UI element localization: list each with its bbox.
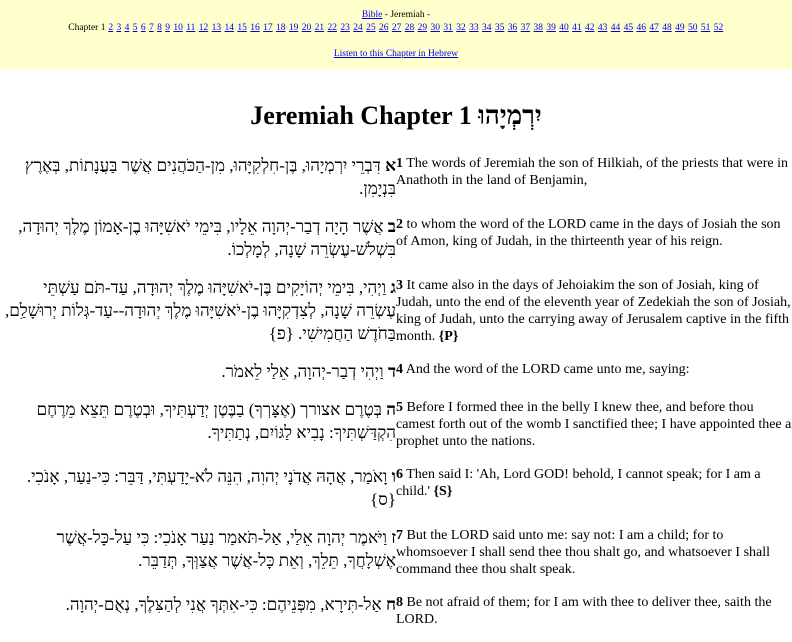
chapter-link[interactable]: 13 (211, 23, 222, 33)
chapter-link[interactable]: 9 (165, 23, 170, 33)
chapter-link[interactable]: 45 (623, 23, 634, 33)
chapter-link[interactable]: 16 (250, 23, 260, 33)
breadcrumb-trail: - (424, 10, 431, 20)
hebrew-verse-text: וַיְהִי, בִּימֵי יְהוֹיָקִים בֶּן-יֹאשִׁיָּהוּ מֶלֶךְ יְהוּדָה, עַד-תֹּם עַשְׁתֵּי עֶשְׂרֵה שָׁנָה, לְצִדְקִיָּהוּ בֶן-יֹאשִׁיָּהוּ מֶלֶךְ יְהוּדָה--עַד-גְּלוֹת יְרוּשָׁלִַם, בַּחֹדֶשׁ הַחֲמִישִׁי. {פ} (4, 278, 396, 343)
hebrew-verse-cell (0, 359, 396, 397)
verse-row (0, 359, 792, 397)
current-chapter-label: Chapter 1 (68, 23, 106, 33)
verse-number: 5 (396, 400, 403, 415)
chapter-link[interactable]: 49 (675, 23, 685, 33)
chapter-link[interactable]: 37 (520, 23, 531, 33)
english-verse-cell (396, 397, 792, 464)
hebrew-verse-text: וָאֹמַר, אֲהָהּ אֲדֹנָי יְהוִה, הִנֵּה לֹא-יָדַעְתִּי, דַּבֵּר: כִּי-נַעַר, אָנֹכִי. {ס} (26, 467, 396, 509)
hebrew-verse-text: בְּטֶרֶם אצורך (אֶצָּרְךָ) בַבֶּטֶן יְדַעְתִּיךָ, וּבְטֶרֶם תֵּצֵא מֵרֶחֶם הִקְדַּשְׁתִּיךָ: נָבִיא לַגּוֹיִם, נְתַתִּיךָ. (36, 400, 396, 442)
verse-number: 3 (396, 278, 403, 293)
hebrew-verse-letter: ז (391, 528, 396, 547)
chapter-link[interactable]: 14 (224, 23, 234, 33)
chapter-link[interactable]: 8 (157, 23, 162, 33)
verse-number: 1 (396, 156, 403, 171)
chapter-link[interactable]: 18 (275, 23, 286, 33)
chapter-link[interactable]: 35 (494, 23, 505, 33)
english-verse-text: Be not afraid of them; for I am with thee to deliver thee, saith the LORD. (396, 595, 772, 627)
chapter-link[interactable]: 51 (700, 23, 711, 33)
chapter-link[interactable]: 40 (559, 23, 569, 33)
hebrew-verse-cell (0, 464, 396, 525)
hebrew-verse-cell (0, 275, 396, 359)
chapter-link[interactable]: 6 (140, 23, 146, 33)
chapter-link[interactable]: 50 (687, 23, 698, 33)
english-verse-text: to whom the word of the LORD came in the days of Josiah the son of Amon, king of Judah, in the thirteenth year of his reign. (396, 217, 781, 249)
verse-row (0, 525, 792, 592)
verse-row (0, 592, 792, 642)
english-verse-cell (396, 275, 792, 359)
page-title-english: Jeremiah Chapter 1 (250, 101, 479, 130)
chapter-link[interactable]: 48 (662, 23, 672, 33)
hebrew-verse-letter: א (385, 156, 396, 175)
chapter-link[interactable]: 39 (546, 23, 556, 33)
hebrew-verse-text: וַיְהִי דְבַר-יְהוָה, אֵלַי לֵאמֹר. (221, 362, 388, 381)
verse-number: 8 (396, 595, 403, 610)
chapter-link[interactable]: 38 (533, 23, 543, 33)
hebrew-verse-letter: ו (391, 467, 396, 486)
english-verse-cell (396, 153, 792, 214)
chapter-link[interactable]: 29 (417, 23, 428, 33)
chapter-link[interactable]: 17 (263, 23, 273, 33)
hebrew-verse-letter: ד (387, 362, 396, 381)
listen-hebrew-link[interactable]: Listen to this Chapter in Hebrew (333, 49, 459, 59)
chapter-link[interactable]: 15 (237, 23, 247, 33)
verse-number: 2 (396, 217, 403, 232)
hebrew-verse-cell (0, 153, 396, 214)
verse-row (0, 153, 792, 214)
chapter-link[interactable]: 36 (507, 23, 518, 33)
chapter-link[interactable]: 27 (391, 23, 402, 33)
hebrew-verse-text: דִּבְרֵי יִרְמְיָהוּ, בֶּן-חִלְקִיָּהוּ, מִן-הַכֹּהֲנִים אֲשֶׁר בַּעֲנָתוֹת, בְּאֶרֶץ בִּנְיָמִן. (24, 156, 396, 198)
english-verse-cell (396, 592, 792, 642)
english-verse-cell (396, 214, 792, 275)
chapter-link[interactable]: 3 (116, 23, 122, 33)
chapter-link[interactable]: 30 (430, 23, 440, 33)
english-verse-cell (396, 464, 792, 525)
chapter-link[interactable]: 11 (186, 23, 196, 33)
bible-link[interactable]: Bible (361, 10, 383, 20)
breadcrumb-separator: - (382, 10, 391, 20)
hebrew-verse-cell (0, 525, 396, 592)
chapter-link[interactable]: 31 (443, 23, 453, 33)
verse-row (0, 214, 792, 275)
verse-row (0, 275, 792, 359)
verse-table (0, 153, 792, 642)
chapter-link[interactable]: 2 (108, 23, 114, 33)
verse-table-body (0, 153, 792, 642)
hebrew-verse-cell (0, 214, 396, 275)
chapter-link[interactable]: 22 (327, 23, 337, 33)
section-mark: {P} (438, 329, 459, 344)
chapter-link[interactable]: 7 (148, 23, 154, 33)
english-verse-text: The words of Jeremiah the son of Hilkiah, of the priests that were in Anathoth in the land of Benjamin, (396, 156, 789, 188)
chapter-link[interactable]: 41 (572, 23, 582, 33)
hebrew-verse-text: אַל-תִּירָא, מִפְּנֵיהֶם: כִּי-אִתְּךָ אֲנִי לְהַצִּלֶךָ, נְאֻם-יְהוָה. (65, 595, 386, 614)
chapter-link[interactable]: 42 (584, 23, 595, 33)
verse-number: 6 (396, 467, 403, 482)
chapter-link[interactable]: 24 (353, 23, 363, 33)
navigation-bar (0, 0, 792, 69)
chapter-link[interactable]: 20 (301, 23, 312, 33)
english-verse-cell (396, 525, 792, 592)
chapter-link[interactable]: 32 (456, 23, 466, 33)
hebrew-verse-cell (0, 397, 396, 464)
hebrew-verse-text: וַיֹּאמֶר יְהוָה אֵלַי, אַל-תֹּאמַר נַעַר אָנֹכִי: כִּי עַל-כָּל-אֲשֶׁר אֶשְׁלָחֲךָ, תֵּלֵךְ, וְאֵת כָּל-אֲשֶׁר אֲצַוְּךָ, תְּדַבֵּר. (56, 528, 396, 570)
hebrew-verse-letter: ג (390, 278, 396, 297)
chapter-link[interactable]: 34 (481, 23, 492, 33)
chapter-link[interactable]: 10 (173, 23, 183, 33)
verse-row (0, 397, 792, 464)
english-verse-text: It came also in the days of Jehoiakim the son of Josiah, king of Judah, unto the end of the eleventh year of Zedekiah the son of Josiah, king of Judah, unto the carrying away of Jerusalem captive in the fifth month. (396, 278, 791, 344)
english-verse-text: And the word of the LORD came unto me, saying: (403, 362, 690, 377)
chapter-link[interactable]: 5 (132, 23, 138, 33)
chapter-link[interactable]: 33 (469, 23, 479, 33)
chapter-list (0, 22, 792, 35)
listen-section (0, 48, 792, 61)
hebrew-verse-letter: ב (387, 217, 396, 236)
chapter-link[interactable]: 44 (610, 23, 621, 33)
chapter-link[interactable]: 46 (636, 23, 646, 33)
chapter-link[interactable]: 21 (314, 23, 325, 33)
chapter-link[interactable]: 4 (124, 23, 130, 33)
english-verse-cell (396, 359, 792, 397)
verse-row (0, 464, 792, 525)
chapter-links (108, 23, 724, 33)
page-title-hebrew: יִרְמְיָהוּ (478, 101, 542, 130)
chapter-link[interactable]: 28 (404, 23, 415, 33)
hebrew-verse-letter: ח (385, 595, 396, 614)
verse-number: 7 (396, 528, 403, 543)
chapter-link[interactable]: 23 (340, 23, 350, 33)
breadcrumb (0, 9, 792, 22)
hebrew-verse-cell (0, 592, 396, 642)
chapter-link[interactable]: 19 (288, 23, 299, 33)
chapter-link[interactable]: 47 (649, 23, 659, 33)
english-verse-text: Before I formed thee in the belly I knew thee, and before thou camest forth out of the womb I sanctified thee; I have appointed thee a prophet unto the nations. (396, 400, 792, 449)
english-verse-text: Then said I: 'Ah, Lord GOD! behold, I cannot speak; for I am a child.' (396, 467, 761, 499)
page-title (0, 101, 792, 131)
english-verse-text: But the LORD said unto me: say not: I am a child; for to whomsoever I shall send thee thou shalt go, and whatsoever I shall command thee thou shalt speak. (396, 528, 771, 577)
chapter-link[interactable]: 26 (378, 23, 389, 33)
chapter-link[interactable]: 52 (713, 23, 724, 33)
book-name: Jeremiah (390, 10, 425, 20)
hebrew-verse-text: אֲשֶׁר הָיָה דְבַר-יְהוָה אֵלָיו, בִּימֵי יֹאשִׁיָּהוּ בֶן-אָמוֹן מֶלֶךְ יְהוּדָה, בִּשְׁלֹשׁ-עֶשְׂרֵה שָׁנָה, לְמָלְכוֹ. (18, 217, 396, 259)
chapter-link[interactable]: 12 (198, 23, 209, 33)
verse-number: 4 (396, 362, 403, 377)
chapter-link[interactable]: 25 (366, 23, 376, 33)
section-mark: {S} (433, 484, 453, 499)
chapter-link[interactable]: 43 (597, 23, 608, 33)
hebrew-verse-letter: ה (386, 400, 396, 419)
